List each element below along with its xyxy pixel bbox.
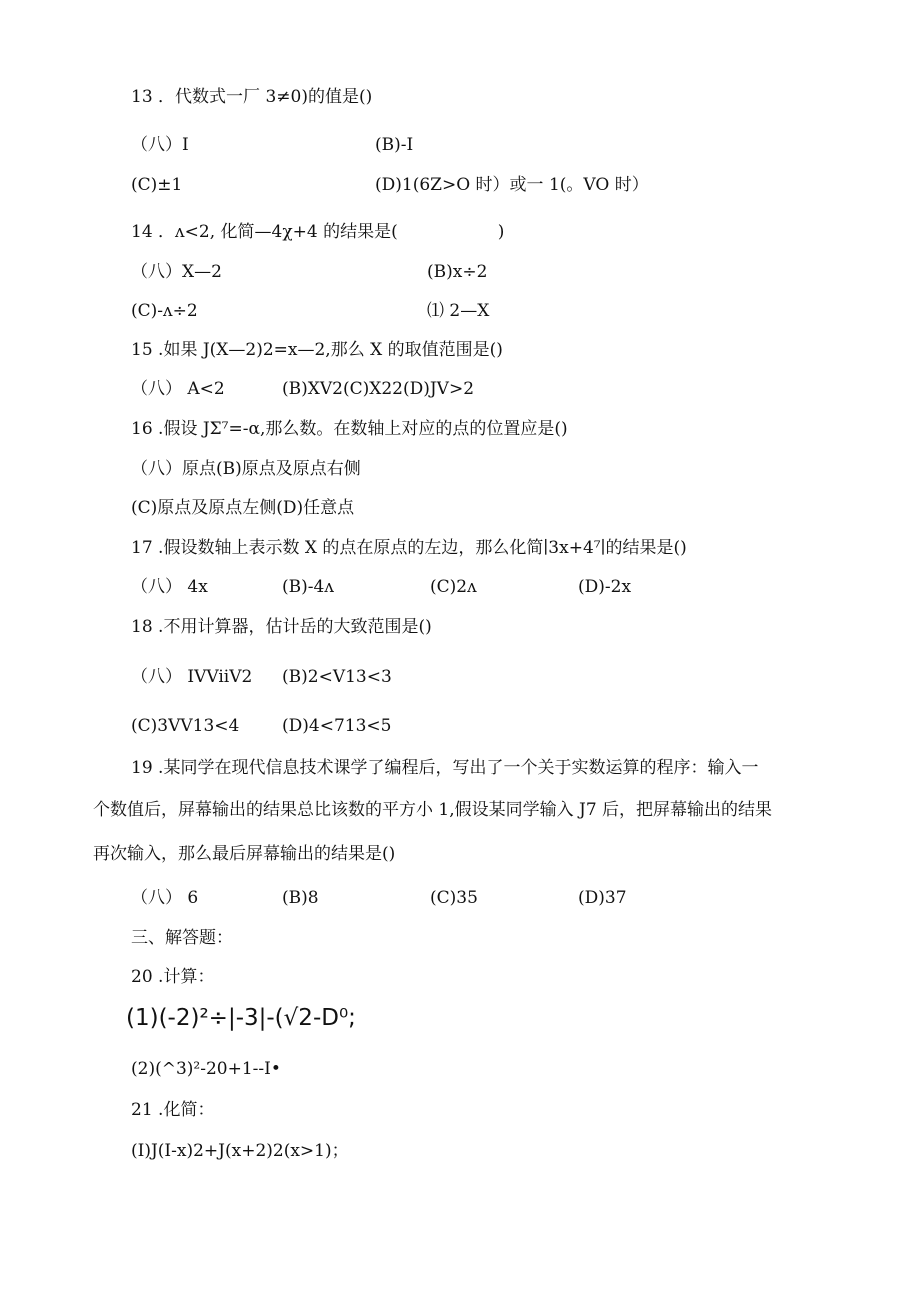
q19-stem-line-2: 个数值后，屏幕输出的结果总比该数的平方小 1,假设某同学输入 J7 后，把屏幕输出的结果 [93,800,773,820]
q13-option-a: （八）I [131,135,189,155]
section-heading: 三、解答题： [131,928,233,948]
q17-stem: 17 .假设数轴上表示数 X 的点在原点的左边，那么化简∣3x+4⁷∣的结果是() [131,538,687,558]
q19-stem-line-1: 19 .某同学在现代信息技术课学了编程后，写出了一个关于实数运算的程序：输入一 [131,758,759,778]
q19-option-d: (D)37 [578,888,627,908]
q19-option-b: (B)8 [282,888,319,908]
q18-option-b: (B)2<V13<3 [282,667,392,687]
q14-option-c: (C)-ʌ÷2 [131,301,198,321]
q20-part-1: (1)(-2)²÷|-3|-(√2-D⁰; [126,1005,356,1031]
q18-option-d: (D)4<713<5 [282,716,392,736]
q15-options-bcd: (B)XV2(C)X22(D)JV>2 [282,379,475,399]
q13-option-b: (B)-I [375,135,414,155]
q18-option-c: (C)3VV13<4 [131,716,240,736]
q16-stem: 16 .假设 JΣ⁷=-α,那么数。在数轴上对应的点的位置应是() [131,419,568,439]
q13-stem: 13 ．代数式一厂 3≠0)的值是() [131,87,373,107]
q18-option-a: （八） IVViiV2 [131,667,253,687]
q17-option-a: （八） 4x [131,577,208,597]
q18-stem: 18 .不用计算器，估计岳的大致范围是() [131,617,432,637]
q19-option-c: (C)35 [430,888,478,908]
q17-option-d: (D)-2x [578,577,632,597]
q19-stem-line-3: 再次输入，那么最后屏幕输出的结果是() [93,844,396,864]
q15-stem: 15 .如果 J(X—2)2=x—2,那么 X 的取值范围是() [131,340,503,360]
q14-stem-text: 14 ．ʌ<2, 化简—4χ+4 的结果是( [131,222,398,242]
q13-option-c: (C)±1 [131,175,183,195]
q15-option-a: （八） A<2 [131,379,225,399]
q14-option-a: （八）X—2 [131,262,222,282]
q16-options-cd: (C)原点及原点左侧(D)任意点 [131,498,355,518]
q21-stem: 21 .化简： [131,1100,215,1120]
q17-option-b: (B)-4ʌ [282,577,334,597]
q16-options-ab: （八）原点(B)原点及原点右侧 [131,459,361,479]
q21-part-1: (I)J(I-x)2+J(x+2)2(x>1)； [131,1141,349,1161]
q20-stem: 20 .计算： [131,967,215,987]
q14-stem [131,221,504,243]
q13-option-d: (D)1(6Z>O 时）或一 1(。VO 时） [375,175,649,195]
q14-option-b: (B)x÷2 [427,262,488,282]
q19-option-a: （八） 6 [131,888,199,908]
q17-option-c: (C)2ʌ [430,577,477,597]
q14-stem-close: ) [497,222,505,242]
q20-part-2: (2)(^3)²-20+1--I• [131,1059,281,1079]
q14-option-d: ⑴ 2—X [427,301,490,321]
